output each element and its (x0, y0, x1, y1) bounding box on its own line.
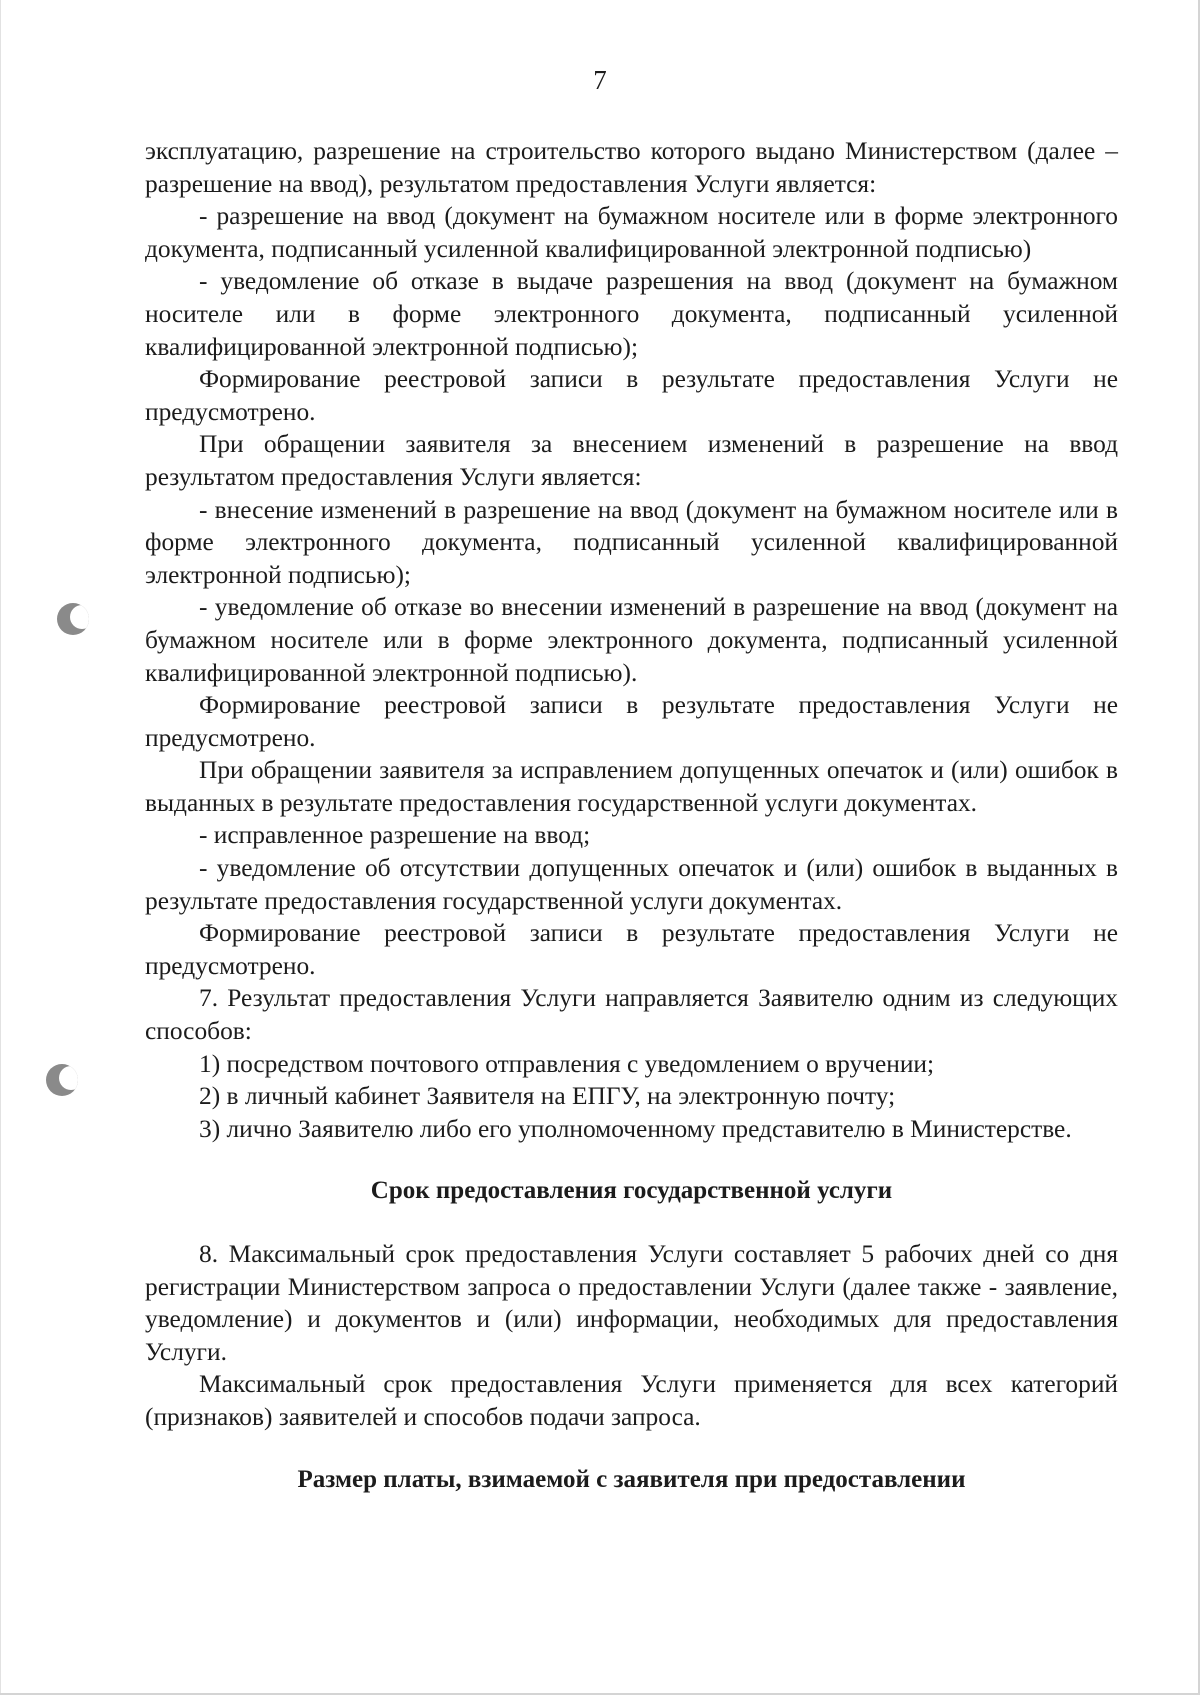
paragraph: эксплуатацию, разрешение на строительство которого выдано Министерством (далее – разрешение на ввод), результатом предоставления Услуги является: (145, 137, 1118, 198)
paragraph: 2) в личный кабинет Заявителя на ЕПГУ, на электронную почту; (199, 1082, 896, 1111)
punch-hole-icon (57, 603, 89, 635)
document-body (145, 135, 1118, 1496)
paragraph: - уведомление об отказе во внесении изменений в разрешение на ввод (документ на бумажном носителе или в форме электронного документа, подписанный усиленной квалифицированной электронной подписью). (145, 593, 1118, 687)
heading-fee: Размер платы, взимаемой с заявителя при предоставлении (297, 1465, 966, 1493)
paragraph: Формирование реестровой записи в результате предоставления Услуги не предусмотрено. (145, 691, 1118, 752)
paragraph: Формирование реестровой записи в результате предоставления Услуги не предусмотрено. (145, 919, 1118, 980)
section-result (145, 135, 1118, 1145)
scan-edge-left (0, 0, 1, 1695)
paragraph: - внесение изменений в разрешение на ввод (документ на бумажном носителе или в форме электронного документа, подписанный усиленной квалифицированной электронной подписью); (145, 495, 1118, 589)
paragraph: 7. Результат предоставления Услуги направляется Заявителю одним из следующих способов: (145, 984, 1118, 1046)
paragraph: 3) лично Заявителю либо его уполномоченному представителю в Министерстве. (199, 1114, 1072, 1143)
paragraph: Формирование реестровой записи в результате предоставления Услуги не предусмотрено. (145, 365, 1118, 426)
paragraph: - уведомление об отсутствии допущенных опечаток и (или) ошибок в выданных в результате предоставления государственной услуги документах. (145, 854, 1118, 915)
paragraph: - уведомление об отказе в выдаче разрешения на ввод (документ на бумажном носителе или в форме электронного документа, подписанный усиленной квалифицированной электронной подписью); (145, 267, 1118, 361)
page-number: 7 (593, 65, 607, 95)
paragraph: 8. Максимальный срок предоставления Услуги составляет 5 рабочих дней со дня регистрации Министерством запроса о предоставлении Услуги (далее также - заявление, уведомление) и документов и (или) информации, необходимых для предоставления Услуги. (145, 1240, 1118, 1366)
paragraph: При обращении заявителя за внесением изменений в разрешение на ввод результатом предоставления Услуги является: (145, 430, 1118, 491)
paragraph: 1) посредством почтового отправления с уведомлением о вручении; (199, 1049, 935, 1078)
paragraph: Максимальный срок предоставления Услуги применяется для всех категорий (признаков) заявителей и способов подачи запроса. (145, 1370, 1118, 1431)
paragraph: - разрешение на ввод (документ на бумажном носителе или в форме электронного документа, подписанный усиленной квалифицированной электронной подписью) (145, 202, 1118, 263)
paragraph: При обращении заявителя за исправлением допущенных опечаток и (или) ошибок в выданных в результате предоставления государственной услуги документах. (145, 756, 1118, 817)
paragraph: - исправленное разрешение на ввод; (199, 821, 591, 850)
punch-hole-icon (46, 1064, 78, 1096)
heading-term: Срок предоставления государственной услуги (370, 1177, 893, 1205)
section-term (145, 1238, 1118, 1434)
